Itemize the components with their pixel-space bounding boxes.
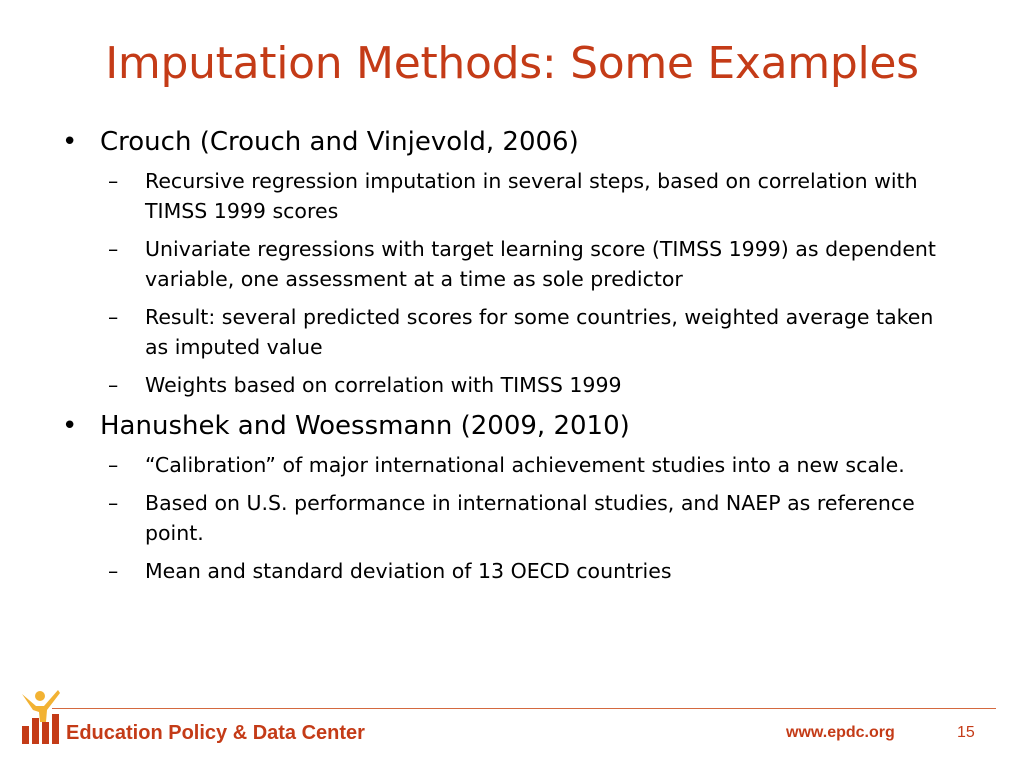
footer-divider (52, 708, 996, 709)
slide-content (62, 126, 962, 596)
sub-text: Based on U.S. performance in international studies, and NAEP as reference point. (145, 491, 915, 545)
bullet-symbol: • (62, 127, 78, 157)
website-link[interactable]: www.epdc.org (786, 724, 895, 741)
dash-symbol: – (108, 559, 119, 583)
sub-item (108, 370, 962, 400)
sub-list (108, 166, 962, 400)
slide-title: Imputation Methods: Some Examples (105, 38, 919, 89)
sub-item (108, 488, 962, 548)
dash-symbol: – (108, 491, 119, 515)
bullet-text: Hanushek and Woessmann (2009, 2010) (100, 411, 630, 441)
sub-text: Weights based on correlation with TIMSS 1999 (145, 373, 622, 397)
org-name: Education Policy & Data Center (66, 722, 365, 744)
sub-item (108, 556, 962, 586)
sub-text: Univariate regressions with target learning score (TIMSS 1999) as dependent variable, one assessment at a time as sole predictor (145, 237, 936, 291)
sub-list (108, 450, 962, 586)
bullet-text: Crouch (Crouch and Vinjevold, 2006) (100, 127, 579, 157)
dash-symbol: – (108, 169, 119, 193)
sub-item (108, 234, 962, 294)
sub-text: “Calibration” of major international achievement studies into a new scale. (145, 453, 905, 477)
sub-item (108, 450, 962, 480)
bullet-item (62, 126, 962, 158)
sub-text: Mean and standard deviation of 13 OECD countries (145, 559, 672, 583)
bullet-symbol: • (62, 411, 78, 441)
dash-symbol: – (108, 305, 119, 329)
page-number: 15 (957, 724, 975, 741)
sub-text: Result: several predicted scores for some countries, weighted average taken as imputed value (145, 305, 934, 359)
sub-text: Recursive regression imputation in several steps, based on correlation with TIMSS 1999 scores (145, 169, 918, 223)
bullet-item (62, 410, 962, 442)
dash-symbol: – (108, 237, 119, 261)
sub-item (108, 302, 962, 362)
sub-item (108, 166, 962, 226)
dash-symbol: – (108, 373, 119, 397)
dash-symbol: – (108, 453, 119, 477)
epdc-logo-icon (14, 688, 64, 746)
